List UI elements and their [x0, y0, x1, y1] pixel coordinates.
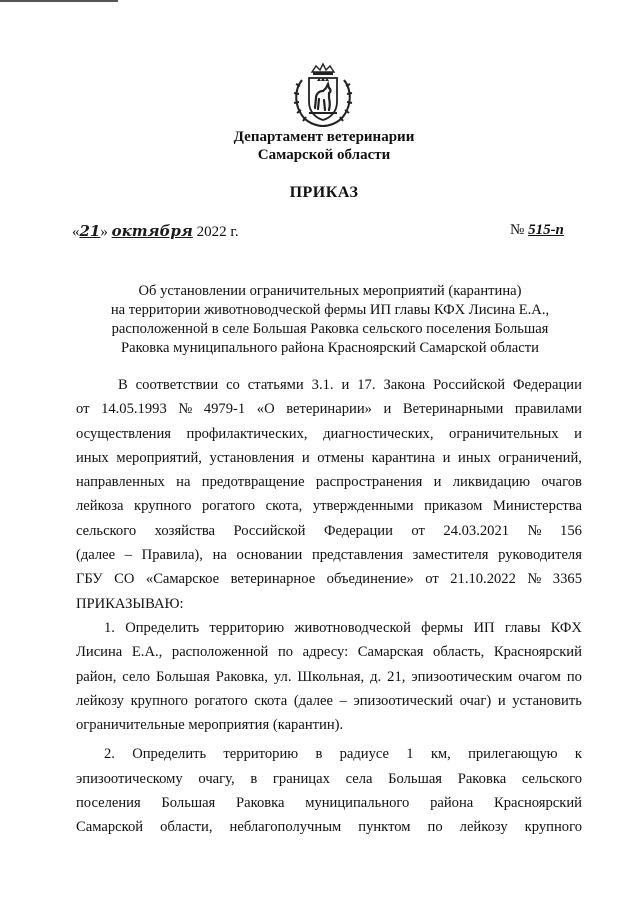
text-word: Красноярский: [493, 795, 582, 812]
text-word: скота,: [265, 498, 303, 515]
text-word: Большая: [161, 795, 216, 812]
text-word: Самарская: [357, 644, 424, 661]
text-word: 1.: [104, 619, 115, 636]
text-word: «О: [256, 401, 275, 418]
text-word: ограничений,: [498, 449, 582, 466]
text-word: 3365: [552, 571, 582, 588]
text-line: [76, 616, 582, 640]
text-word: к: [574, 746, 582, 763]
text-word: Министерства: [492, 498, 582, 515]
text-word: распространения: [315, 474, 423, 491]
text-word: крупного: [134, 498, 192, 515]
text-word: В: [118, 377, 128, 393]
text-line: [76, 791, 582, 815]
text-word: и: [442, 449, 451, 466]
text-word: 14.05.1993: [101, 401, 167, 418]
text-word: пунктом: [358, 819, 411, 836]
text-word: 24.03.2021: [443, 522, 510, 539]
preamble-paragraph: [76, 373, 582, 592]
text-word: сельского: [521, 770, 582, 787]
text-word: территорию: [223, 746, 299, 763]
text-word: приказом: [424, 498, 483, 515]
text-word: иных: [76, 449, 109, 466]
text-word: 21,: [387, 668, 406, 685]
text-word: и: [497, 692, 506, 709]
text-word: ограничительные мероприятия (карантин).: [76, 717, 344, 734]
text-word: очагу,: [198, 770, 235, 787]
text-word: области,: [160, 819, 213, 836]
text-word: неблагополучным: [229, 819, 342, 836]
text-word: Лисина: [76, 644, 123, 661]
text-word: Российской: [233, 522, 306, 539]
text-line: [76, 470, 582, 494]
text-word: 156: [560, 522, 582, 539]
text-word: Правила),: [141, 547, 203, 564]
text-word: границах: [272, 770, 330, 787]
text-line: [76, 494, 582, 518]
text-word: км,: [430, 746, 451, 763]
text-word: и: [433, 474, 442, 491]
text-word: осуществления: [76, 425, 171, 442]
text-word: область,: [433, 644, 485, 661]
text-word: крупного: [130, 692, 188, 709]
text-word: в: [250, 770, 258, 787]
text-word: муниципального: [305, 795, 410, 812]
text-word: Большая: [155, 668, 210, 685]
text-word: Е.А.,: [131, 644, 163, 661]
text-word: района: [430, 795, 474, 812]
item-1-paragraph: [76, 616, 582, 713]
text-word: главы: [504, 619, 541, 636]
text-word: статьями: [247, 377, 304, 393]
item-2-paragraph: [76, 742, 582, 839]
text-word: рогатого: [201, 498, 256, 515]
order-number-prefix: №: [510, 222, 525, 238]
text-word: и: [574, 425, 582, 442]
text-word: хозяйства: [154, 522, 215, 539]
text-word: фермы: [421, 619, 464, 636]
text-word: ПРИКАЗЫВАЮ:: [76, 595, 184, 612]
text-word: Самарской: [76, 819, 144, 836]
text-line: [76, 519, 582, 543]
text-word: руководителя: [498, 547, 582, 564]
text-word: (далее: [76, 547, 116, 564]
text-line: [76, 742, 582, 766]
date-day-handwritten: 21: [79, 222, 101, 240]
text-word: лейкоза: [76, 498, 124, 515]
text-word: ИП: [473, 619, 495, 636]
text-word: 2.: [104, 746, 115, 763]
text-word: эпизоотическим: [411, 668, 513, 685]
text-word: радиусе: [339, 746, 390, 763]
text-line: [76, 543, 582, 567]
department-name-line1: Департамент ветеринарии: [233, 129, 415, 145]
text-word: Раковка: [236, 795, 285, 812]
text-word: диагностических,: [323, 425, 434, 442]
text-word: скота: [254, 692, 288, 709]
text-word: №: [527, 571, 542, 588]
text-line: [76, 373, 582, 397]
date-open-quote: «: [72, 224, 80, 240]
order-number: [510, 222, 564, 239]
text-word: 3.1.: [311, 377, 334, 393]
text-word: от: [411, 522, 425, 539]
text-word: Красноярский: [493, 644, 582, 661]
date-month-handwritten: октября: [111, 222, 193, 240]
text-word: и: [383, 401, 392, 418]
text-word: ветеринарное: [230, 571, 316, 588]
text-word: Федерации: [323, 522, 393, 539]
text-word: лейкозу: [76, 692, 124, 709]
text-word: направленных: [76, 474, 165, 491]
text-line: [76, 640, 582, 664]
text-word: утвержденными: [312, 498, 414, 515]
text-word: ограничительных: [449, 425, 559, 442]
text-word: карантина: [371, 449, 436, 466]
text-word: 4979-1: [203, 401, 246, 418]
text-word: Большая: [388, 770, 443, 787]
text-word: представления: [311, 547, 404, 564]
text-word: и: [341, 377, 350, 393]
text-word: д.: [370, 668, 382, 685]
text-word: установления: [209, 449, 295, 466]
text-word: адресу:: [302, 644, 349, 661]
text-word: соответствии: [135, 377, 219, 393]
text-word: крупного: [524, 819, 582, 836]
text-word: эпизоотическому: [76, 770, 183, 787]
text-word: основании: [236, 547, 303, 564]
text-word: Раковка: [457, 770, 507, 787]
date-year: 2022 г.: [196, 224, 239, 240]
text-word: на: [176, 474, 191, 491]
text-word: по: [277, 644, 294, 661]
text-word: 1: [406, 746, 414, 763]
text-word: (далее: [293, 692, 333, 709]
text-word: очаг): [459, 692, 492, 709]
text-word: ветеринарии»: [286, 401, 372, 418]
text-word: №: [527, 522, 542, 539]
text-word: в: [315, 746, 323, 763]
text-word: Федерации: [512, 377, 582, 393]
text-word: предотвращение: [201, 474, 305, 491]
order-number-handwritten: 515-п: [528, 222, 564, 238]
text-word: –: [124, 547, 133, 564]
text-word: «Самарское: [145, 571, 220, 588]
text-word: мероприятий,: [116, 449, 202, 466]
text-word: Закона: [383, 377, 426, 393]
text-word: Определить: [125, 619, 200, 636]
text-word: село: [122, 668, 151, 685]
subject-line: Об установлении ограничительных мероприятий (карантина): [138, 283, 522, 299]
text-word: и: [301, 449, 310, 466]
text-word: Школьная,: [297, 668, 365, 685]
text-word: сельского: [76, 522, 137, 539]
text-word: профилактических,: [186, 425, 308, 442]
order-body: [76, 373, 582, 840]
text-word: заместителя: [412, 547, 489, 564]
text-word: 17.: [357, 377, 376, 393]
text-word: поселения: [76, 795, 141, 812]
text-word: со: [226, 377, 240, 393]
text-word: ликвидацию: [452, 474, 531, 491]
text-word: по: [427, 819, 443, 836]
text-word: от: [425, 571, 439, 588]
scan-edge-mark: [0, 0, 118, 2]
text-word: установить: [512, 692, 582, 709]
text-word: отмены: [317, 449, 365, 466]
text-word: расположенной: [171, 644, 269, 661]
text-line: [76, 689, 582, 713]
text-word: села: [345, 770, 373, 787]
document-title: ПРИКАЗ: [289, 184, 359, 201]
text-line: [76, 567, 582, 591]
text-line: [76, 446, 582, 470]
text-word: КФХ: [550, 619, 582, 636]
text-word: от: [76, 401, 90, 418]
text-word: на: [212, 547, 227, 564]
text-word: ГБУ: [76, 571, 103, 588]
text-word: лейкозу: [459, 819, 508, 836]
text-word: объединение»: [326, 571, 414, 588]
coat-of-arms-icon: [288, 62, 358, 128]
order-subject: [60, 282, 600, 358]
text-word: иных: [458, 449, 491, 466]
text-line: [76, 592, 582, 616]
text-word: очагом: [518, 668, 561, 685]
text-word: СО: [114, 571, 135, 588]
text-word: территорию: [209, 619, 285, 636]
text-word: район,: [76, 668, 117, 685]
text-word: №: [178, 401, 193, 418]
text-line: [76, 767, 582, 791]
text-word: прилегающую: [468, 746, 558, 763]
text-word: очагов: [541, 474, 582, 491]
text-word: Ветеринарными: [402, 401, 504, 418]
text-word: Раковка,: [215, 668, 268, 685]
text-word: по: [566, 668, 582, 685]
text-word: –: [339, 692, 347, 709]
text-line: [76, 815, 582, 839]
subject-line: на территории животноводческой фермы ИП главы КФХ Лисина Е.А.,: [110, 302, 550, 318]
text-word: животноводческой: [294, 619, 411, 636]
text-word: ул.: [273, 668, 292, 685]
department-name-line2: Самарской области: [257, 147, 391, 163]
text-word: Российской: [433, 377, 506, 393]
subject-line: Раковка муниципального района Красноярский Самарской области: [121, 340, 539, 356]
text-line: [76, 422, 582, 446]
text-word: Определить: [132, 746, 207, 763]
text-word: эпизоотический: [353, 692, 453, 709]
text-line: [76, 713, 582, 737]
text-line: [76, 397, 582, 421]
date-close-quote: »: [100, 224, 108, 240]
text-word: рогатого: [194, 692, 248, 709]
text-line: [76, 665, 582, 689]
subject-line: расположенной в селе Большая Раковка сельского поселения Большая: [111, 321, 549, 337]
order-date: [72, 222, 239, 241]
text-word: 21.10.2022: [450, 571, 516, 588]
text-word: правилами: [514, 401, 582, 418]
